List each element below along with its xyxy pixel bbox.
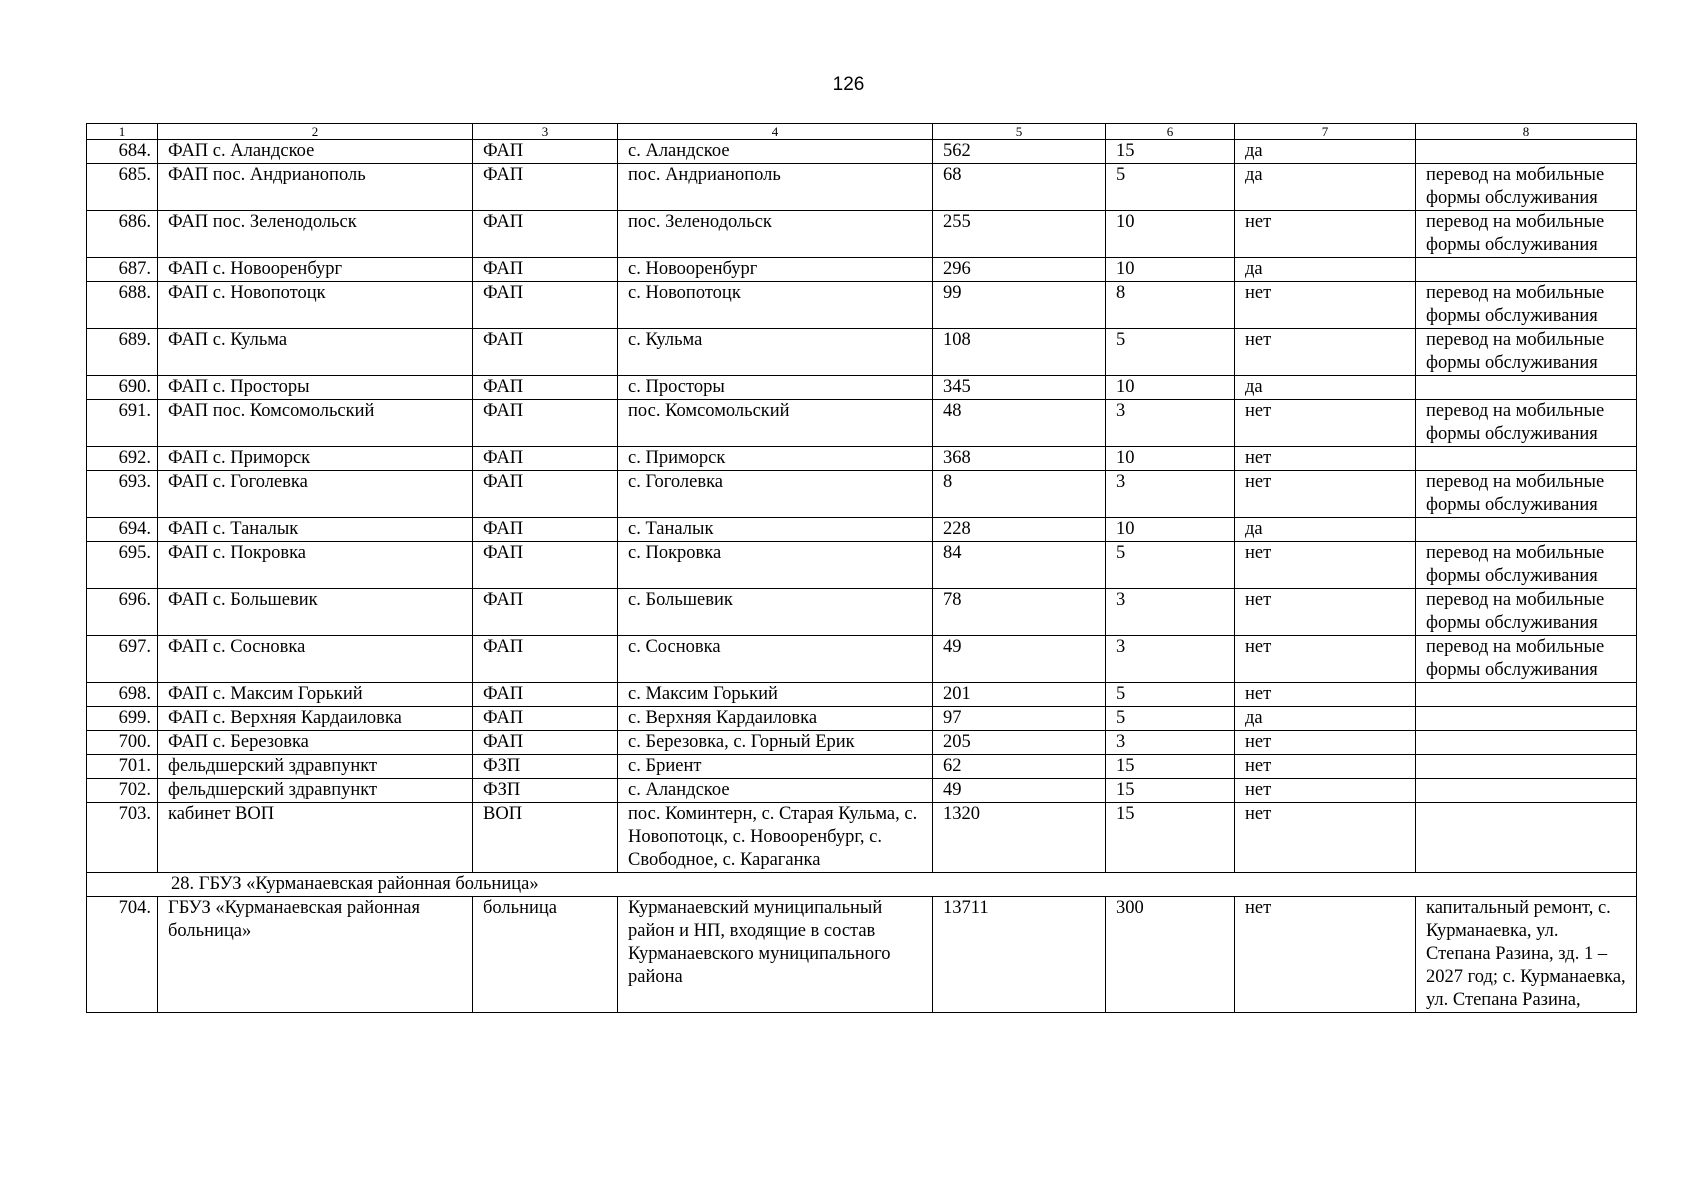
cell-col6: 10 bbox=[1106, 376, 1235, 400]
facility-type: ФАП bbox=[473, 542, 618, 589]
table-row bbox=[87, 589, 1637, 636]
facility-name: ФАП с. Покровка bbox=[158, 542, 473, 589]
cell-col5: 48 bbox=[933, 400, 1106, 447]
cell-col6: 10 bbox=[1106, 211, 1235, 258]
service-area: с. Сосновка bbox=[618, 636, 933, 683]
cell-col7: нет bbox=[1235, 589, 1416, 636]
service-area: с. Большевик bbox=[618, 589, 933, 636]
facility-name: ФАП с. Верхняя Кардаиловка bbox=[158, 707, 473, 731]
table-row bbox=[87, 329, 1637, 376]
cell-col5: 8 bbox=[933, 471, 1106, 518]
cell-col5: 228 bbox=[933, 518, 1106, 542]
facility-name: фельдшерский здравпункт bbox=[158, 779, 473, 803]
col-header-6: 6 bbox=[1106, 124, 1235, 140]
cell-col8 bbox=[1416, 755, 1637, 779]
cell-col8 bbox=[1416, 447, 1637, 471]
facility-name: ФАП с. Максим Горький bbox=[158, 683, 473, 707]
cell-col5: 205 bbox=[933, 731, 1106, 755]
cell-col5: 13711 bbox=[933, 897, 1106, 1013]
row-number: 691. bbox=[87, 400, 158, 447]
facility-type: ФАП bbox=[473, 731, 618, 755]
cell-col8 bbox=[1416, 707, 1637, 731]
cell-col7: нет bbox=[1235, 471, 1416, 518]
row-number: 701. bbox=[87, 755, 158, 779]
cell-col5: 255 bbox=[933, 211, 1106, 258]
table-row bbox=[87, 447, 1637, 471]
cell-col6: 15 bbox=[1106, 779, 1235, 803]
facility-name: ФАП с. Сосновка bbox=[158, 636, 473, 683]
service-area: с. Просторы bbox=[618, 376, 933, 400]
facility-type: ФАП bbox=[473, 164, 618, 211]
facility-name: ФАП пос. Комсомольский bbox=[158, 400, 473, 447]
row-number: 693. bbox=[87, 471, 158, 518]
cell-col8: перевод на мобильные формы обслуживания bbox=[1416, 164, 1637, 211]
cell-col5: 562 bbox=[933, 140, 1106, 164]
cell-col5: 68 bbox=[933, 164, 1106, 211]
service-area: с. Приморск bbox=[618, 447, 933, 471]
cell-col8: капитальный ремонт, с. Курманаевка, ул. Степана Разина, зд. 1 – 2027 год; с. Курманаевка, ул. Степана Разина, bbox=[1416, 897, 1637, 1013]
row-number: 686. bbox=[87, 211, 158, 258]
cell-col8: перевод на мобильные формы обслуживания bbox=[1416, 211, 1637, 258]
table-row bbox=[87, 779, 1637, 803]
cell-col6: 300 bbox=[1106, 897, 1235, 1013]
cell-col6: 5 bbox=[1106, 683, 1235, 707]
facility-type: ФАП bbox=[473, 471, 618, 518]
table-row bbox=[87, 471, 1637, 518]
facility-name: ФАП с. Приморск bbox=[158, 447, 473, 471]
table-row bbox=[87, 803, 1637, 873]
col-header-1: 1 bbox=[87, 124, 158, 140]
cell-col8 bbox=[1416, 803, 1637, 873]
cell-col5: 84 bbox=[933, 542, 1106, 589]
facility-type: ФАП bbox=[473, 258, 618, 282]
row-number: 699. bbox=[87, 707, 158, 731]
cell-col8: перевод на мобильные формы обслуживания bbox=[1416, 636, 1637, 683]
cell-col7: да bbox=[1235, 518, 1416, 542]
facility-type: ФАП bbox=[473, 400, 618, 447]
cell-col7: нет bbox=[1235, 779, 1416, 803]
facility-type: ФАП bbox=[473, 140, 618, 164]
service-area: с. Гоголевка bbox=[618, 471, 933, 518]
section-row bbox=[87, 873, 1637, 897]
row-number: 700. bbox=[87, 731, 158, 755]
facility-name: ФАП с. Новопотоцк bbox=[158, 282, 473, 329]
service-area: пос. Комсомольский bbox=[618, 400, 933, 447]
facility-type: ФАП bbox=[473, 329, 618, 376]
table-row bbox=[87, 211, 1637, 258]
cell-col5: 99 bbox=[933, 282, 1106, 329]
cell-col5: 49 bbox=[933, 779, 1106, 803]
table-row bbox=[87, 282, 1637, 329]
cell-col7: нет bbox=[1235, 329, 1416, 376]
cell-col6: 15 bbox=[1106, 755, 1235, 779]
service-area: с. Березовка, с. Горный Ерик bbox=[618, 731, 933, 755]
row-number: 697. bbox=[87, 636, 158, 683]
table-row bbox=[87, 376, 1637, 400]
col-header-5: 5 bbox=[933, 124, 1106, 140]
cell-col6: 10 bbox=[1106, 258, 1235, 282]
cell-col8: перевод на мобильные формы обслуживания bbox=[1416, 471, 1637, 518]
table-row bbox=[87, 636, 1637, 683]
cell-col6: 15 bbox=[1106, 803, 1235, 873]
service-area: Курманаевский муниципальный район и НП, входящие в состав Курманаевского муниципального района bbox=[618, 897, 933, 1013]
cell-col7: нет bbox=[1235, 897, 1416, 1013]
cell-col5: 345 bbox=[933, 376, 1106, 400]
row-number: 688. bbox=[87, 282, 158, 329]
row-number: 689. bbox=[87, 329, 158, 376]
facility-name: ФАП с. Аландское bbox=[158, 140, 473, 164]
cell-col6: 5 bbox=[1106, 164, 1235, 211]
facility-name: кабинет ВОП bbox=[158, 803, 473, 873]
table-row bbox=[87, 755, 1637, 779]
table-row bbox=[87, 140, 1637, 164]
row-number: 687. bbox=[87, 258, 158, 282]
facility-type: ФАП bbox=[473, 447, 618, 471]
cell-col8: перевод на мобильные формы обслуживания bbox=[1416, 542, 1637, 589]
cell-col7: да bbox=[1235, 707, 1416, 731]
cell-col6: 5 bbox=[1106, 707, 1235, 731]
facility-type: ФАП bbox=[473, 589, 618, 636]
service-area: с. Кульма bbox=[618, 329, 933, 376]
cell-col7: да bbox=[1235, 164, 1416, 211]
facility-type: ФАП bbox=[473, 211, 618, 258]
table-row bbox=[87, 542, 1637, 589]
facility-type: ФАП bbox=[473, 707, 618, 731]
facility-type: ФАП bbox=[473, 636, 618, 683]
row-number: 685. bbox=[87, 164, 158, 211]
service-area: с. Аландское bbox=[618, 779, 933, 803]
col-header-3: 3 bbox=[473, 124, 618, 140]
cell-col6: 10 bbox=[1106, 518, 1235, 542]
cell-col7: нет bbox=[1235, 211, 1416, 258]
service-area: с. Аландское bbox=[618, 140, 933, 164]
service-area: с. Бриент bbox=[618, 755, 933, 779]
facility-type: ВОП bbox=[473, 803, 618, 873]
facility-type: ФЗП bbox=[473, 779, 618, 803]
cell-col6: 5 bbox=[1106, 329, 1235, 376]
row-number: 694. bbox=[87, 518, 158, 542]
service-area: пос. Андрианополь bbox=[618, 164, 933, 211]
facility-name: ФАП с. Кульма bbox=[158, 329, 473, 376]
table-row bbox=[87, 258, 1637, 282]
facility-type: больница bbox=[473, 897, 618, 1013]
table-row bbox=[87, 400, 1637, 447]
cell-col8: перевод на мобильные формы обслуживания bbox=[1416, 400, 1637, 447]
facility-name: ФАП с. Гоголевка bbox=[158, 471, 473, 518]
facility-name: ФАП с. Большевик bbox=[158, 589, 473, 636]
cell-col5: 49 bbox=[933, 636, 1106, 683]
col-header-4: 4 bbox=[618, 124, 933, 140]
col-header-2: 2 bbox=[158, 124, 473, 140]
table-row bbox=[87, 897, 1637, 1013]
row-number: 696. bbox=[87, 589, 158, 636]
cell-col6: 3 bbox=[1106, 731, 1235, 755]
facility-name: ФАП с. Просторы bbox=[158, 376, 473, 400]
service-area: пос. Коминтерн, с. Старая Кульма, с. Новопотоцк, с. Новооренбург, с. Свободное, с. Караганка bbox=[618, 803, 933, 873]
cell-col7: нет bbox=[1235, 683, 1416, 707]
cell-col8: перевод на мобильные формы обслуживания bbox=[1416, 329, 1637, 376]
table-row bbox=[87, 518, 1637, 542]
facility-type: ФАП bbox=[473, 376, 618, 400]
facility-name: ФАП пос. Зеленодольск bbox=[158, 211, 473, 258]
cell-col8 bbox=[1416, 258, 1637, 282]
cell-col7: нет bbox=[1235, 755, 1416, 779]
facility-name: ФАП с. Новооренбург bbox=[158, 258, 473, 282]
cell-col8 bbox=[1416, 376, 1637, 400]
facility-type: ФАП bbox=[473, 683, 618, 707]
cell-col5: 62 bbox=[933, 755, 1106, 779]
cell-col6: 5 bbox=[1106, 542, 1235, 589]
facilities-table bbox=[86, 123, 1637, 1013]
table-row bbox=[87, 683, 1637, 707]
column-number-row bbox=[87, 124, 1637, 140]
cell-col5: 1320 bbox=[933, 803, 1106, 873]
col-header-8: 8 bbox=[1416, 124, 1637, 140]
cell-col5: 108 bbox=[933, 329, 1106, 376]
cell-col6: 10 bbox=[1106, 447, 1235, 471]
section-title: 28. ГБУЗ «Курманаевская районная больница» bbox=[87, 873, 1637, 897]
cell-col7: нет bbox=[1235, 803, 1416, 873]
cell-col8 bbox=[1416, 140, 1637, 164]
row-number: 698. bbox=[87, 683, 158, 707]
row-number: 684. bbox=[87, 140, 158, 164]
row-number: 690. bbox=[87, 376, 158, 400]
service-area: пос. Зеленодольск bbox=[618, 211, 933, 258]
row-number: 692. bbox=[87, 447, 158, 471]
cell-col7: да bbox=[1235, 376, 1416, 400]
service-area: с. Покровка bbox=[618, 542, 933, 589]
cell-col7: нет bbox=[1235, 282, 1416, 329]
row-number: 702. bbox=[87, 779, 158, 803]
cell-col6: 3 bbox=[1106, 400, 1235, 447]
facility-name: ФАП пос. Андрианополь bbox=[158, 164, 473, 211]
table-row bbox=[87, 731, 1637, 755]
cell-col5: 296 bbox=[933, 258, 1106, 282]
row-number: 703. bbox=[87, 803, 158, 873]
cell-col5: 78 bbox=[933, 589, 1106, 636]
cell-col7: нет bbox=[1235, 542, 1416, 589]
service-area: с. Верхняя Кардаиловка bbox=[618, 707, 933, 731]
cell-col6: 3 bbox=[1106, 589, 1235, 636]
cell-col8: перевод на мобильные формы обслуживания bbox=[1416, 282, 1637, 329]
service-area: с. Таналык bbox=[618, 518, 933, 542]
cell-col6: 8 bbox=[1106, 282, 1235, 329]
facility-name: фельдшерский здравпункт bbox=[158, 755, 473, 779]
service-area: с. Новооренбург bbox=[618, 258, 933, 282]
service-area: с. Максим Горький bbox=[618, 683, 933, 707]
cell-col7: нет bbox=[1235, 400, 1416, 447]
cell-col5: 368 bbox=[933, 447, 1106, 471]
row-number: 695. bbox=[87, 542, 158, 589]
cell-col8 bbox=[1416, 518, 1637, 542]
facility-name: ГБУЗ «Курманаевская районная больница» bbox=[158, 897, 473, 1013]
row-number: 704. bbox=[87, 897, 158, 1013]
cell-col5: 201 bbox=[933, 683, 1106, 707]
service-area: с. Новопотоцк bbox=[618, 282, 933, 329]
facility-type: ФАП bbox=[473, 282, 618, 329]
facility-name: ФАП с. Березовка bbox=[158, 731, 473, 755]
facility-name: ФАП с. Таналык bbox=[158, 518, 473, 542]
cell-col8 bbox=[1416, 731, 1637, 755]
cell-col6: 3 bbox=[1106, 471, 1235, 518]
cell-col7: нет bbox=[1235, 636, 1416, 683]
cell-col8: перевод на мобильные формы обслуживания bbox=[1416, 589, 1637, 636]
table-row bbox=[87, 164, 1637, 211]
cell-col5: 97 bbox=[933, 707, 1106, 731]
cell-col7: нет bbox=[1235, 447, 1416, 471]
cell-col8 bbox=[1416, 779, 1637, 803]
cell-col6: 3 bbox=[1106, 636, 1235, 683]
cell-col6: 15 bbox=[1106, 140, 1235, 164]
cell-col7: да bbox=[1235, 258, 1416, 282]
cell-col7: нет bbox=[1235, 731, 1416, 755]
page-number: 126 bbox=[832, 74, 865, 95]
col-header-7: 7 bbox=[1235, 124, 1416, 140]
facility-type: ФЗП bbox=[473, 755, 618, 779]
cell-col8 bbox=[1416, 683, 1637, 707]
table-row bbox=[87, 707, 1637, 731]
cell-col7: да bbox=[1235, 140, 1416, 164]
facility-type: ФАП bbox=[473, 518, 618, 542]
